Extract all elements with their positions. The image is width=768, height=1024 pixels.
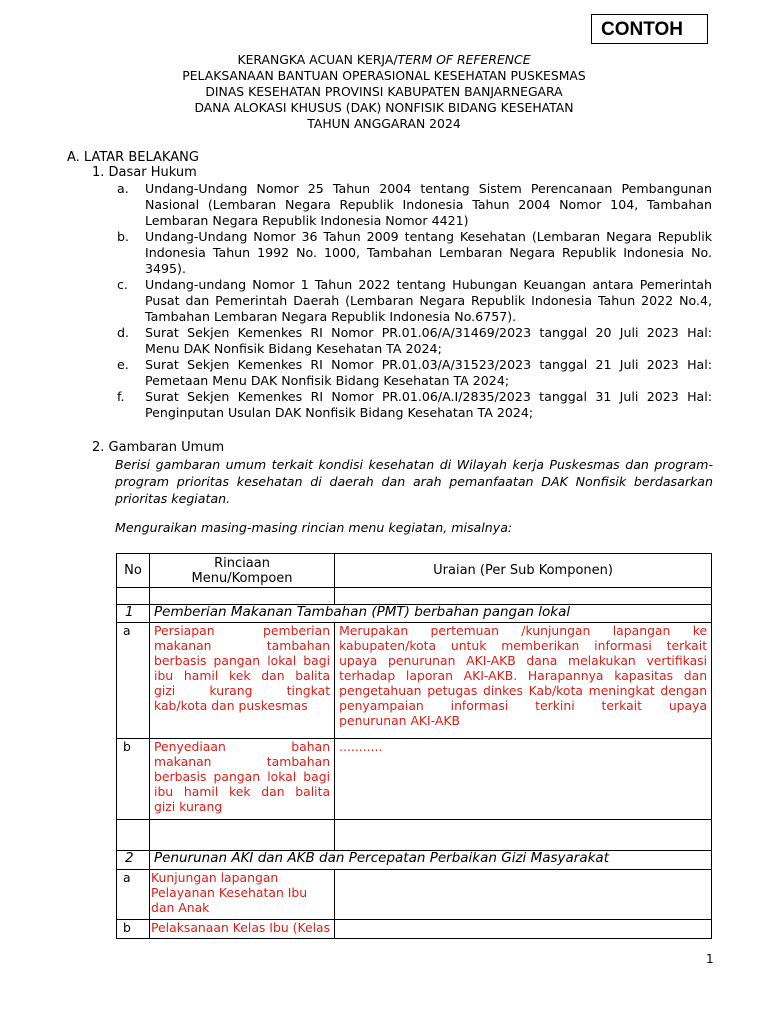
text-line: Kunjungan lapangan xyxy=(151,870,279,885)
page-number: 1 xyxy=(706,952,714,966)
legal-item-text xyxy=(145,325,712,357)
col-header-no: No xyxy=(117,554,150,588)
text-line: Pemetaan Menu DAK Nonfisik Bidang Kesehatan TA 2024; xyxy=(145,373,510,388)
table-spacer-row xyxy=(117,588,712,605)
col-header-uraian: Uraian (Per Sub Komponen) xyxy=(335,554,712,588)
text-line: Surat Sekjen Kemenkes RI Nomor PR.01.06/A.I/2835/2023 tanggal 31 Juli 2023 Hal: xyxy=(145,389,712,404)
table-row xyxy=(117,623,712,739)
group-1-number: 1 xyxy=(117,605,150,623)
activity-table xyxy=(116,553,712,939)
row-uraian-cell xyxy=(335,920,712,939)
table-row xyxy=(117,870,712,920)
table-intro xyxy=(115,519,713,536)
doc-title-line-3: DINAS KESEHATAN PROVINSI KABUPATEN BANJARNEGARA xyxy=(205,84,563,99)
text-line: program prioritas kesehatan di daerah dan arah pemanfaatan DAK Nonfisik berdasarkan xyxy=(115,474,713,489)
legal-item-label: a. xyxy=(117,181,129,196)
legal-item-label: f. xyxy=(117,389,125,404)
text-line: terhadap laporan AKI-AKB. Harapannya kapasitas dan xyxy=(339,668,708,683)
legal-item-text xyxy=(145,357,712,389)
table-intro-text: Menguraikan masing-masing rincian menu kegiatan, misalnya: xyxy=(115,520,513,535)
text-line: makanan tambahan xyxy=(154,754,331,769)
row-number: b xyxy=(117,739,150,820)
text-line: Surat Sekjen Kemenkes RI Nomor PR.01.06/A/31469/2023 tanggal 20 Juli 2023 Hal: xyxy=(145,325,712,340)
row-number: a xyxy=(117,623,150,739)
title-part-1: KERANGKA ACUAN KERJA/ xyxy=(237,52,398,67)
text-line: Undang-Undang Nomor 25 Tahun 2004 tentang Sistem Perencanaan Pembangunan xyxy=(145,181,712,196)
text-line: Pelayanan Kesehatan Ibu xyxy=(151,885,308,900)
text-line: kab/kota dan puskesmas xyxy=(154,698,308,713)
text-line: dan Anak xyxy=(151,900,210,915)
row-menu-cell xyxy=(150,623,335,739)
doc-title-line-5: TAHUN ANGGARAN 2024 xyxy=(307,116,461,131)
text-line: Berisi gambaran umum terkait kondisi kesehatan di Wilayah kerja Puskesmas dan program- xyxy=(115,457,713,472)
text-line: Menu DAK Nonfisik Bidang Kesehatan TA 2024; xyxy=(145,341,442,356)
legal-item-text xyxy=(145,389,712,421)
text-line: Pusat dan Pemerintah Daerah (Lembaran Negara Republik Indonesia Tahun 2022 No.4, xyxy=(145,293,712,308)
example-badge: CONTOH xyxy=(591,14,708,44)
text-line: penurunan AKI-AKB xyxy=(339,713,461,728)
text-line: ibu hamil kek dan balita xyxy=(154,784,331,799)
table-empty-row xyxy=(117,820,712,851)
text-line: berbasis pangan lokal bagi xyxy=(154,653,331,668)
row-uraian-cell: ........... xyxy=(335,739,712,820)
text-line: 3495). xyxy=(145,261,186,276)
legal-item-text xyxy=(145,229,712,277)
text-line: Undang-Undang Nomor 36 Tahun 2009 tentang Kesehatan (Lembaran Negara Republik xyxy=(145,229,712,244)
text-line: Undang-undang Nomor 1 Tahun 2022 tentang Hubungan Keuangan antara Pemerintah xyxy=(145,277,712,292)
text-line: Indonesia Tahun 1992 No. 1000, Tambahan Lembaran Negara Republik Indonesia No. xyxy=(145,245,712,260)
text-line: Penginputan Usulan DAK Nonfisik Bidang Kesehatan TA 2024; xyxy=(145,405,534,420)
text-line: pengetahuan petugas dinkes Kab/kota meningkat dengan xyxy=(339,683,708,698)
section-a-heading: A. LATAR BELAKANG xyxy=(67,150,199,165)
title-part-2: TERM OF REFERENCE xyxy=(397,52,531,67)
text-line: Tambahan Lembaran Negara Republik Indonesia No.6757). xyxy=(145,309,517,324)
row-uraian-cell xyxy=(335,870,712,920)
doc-title-line-4: DANA ALOKASI KHUSUS (DAK) NONFISIK BIDANG KESEHATAN xyxy=(194,100,574,115)
legal-item-text xyxy=(145,277,712,325)
subsection-2-heading: 2. Gambaran Umum xyxy=(92,440,225,455)
text-line: Merupakan pertemuan /kunjungan lapangan ke xyxy=(339,623,708,638)
table-group-row-2 xyxy=(117,851,712,870)
col-header-rincian-line-1: Rinciaan xyxy=(214,555,270,571)
text-line: kabupaten/kota untuk memberikan informasi terkait xyxy=(339,638,708,653)
row-number: b xyxy=(117,920,150,939)
general-description xyxy=(115,456,713,507)
text-line: upaya penurunan AKI-AKB dana melakukan vertifikasi xyxy=(339,653,708,668)
doc-title-line-1 xyxy=(0,52,768,68)
row-menu-cell: Pelaksanaan Kelas Ibu (Kelas xyxy=(150,920,335,939)
legal-item-label: d. xyxy=(117,325,129,340)
table-row xyxy=(117,920,712,939)
row-uraian-cell xyxy=(335,623,712,739)
text-line: berbasis pangan lokal bagi xyxy=(154,769,331,784)
legal-item-label: e. xyxy=(117,357,129,372)
text-line: Nasional (Lembaran Negara Republik Indonesia Tahun 2004 Nomor 104, Tambahan xyxy=(145,197,712,212)
group-1-title: Pemberian Makanan Tambahan (PMT) berbahan pangan lokal xyxy=(150,605,712,623)
text-line: prioritas kegiatan. xyxy=(115,491,231,506)
table-row xyxy=(117,739,712,820)
row-number: a xyxy=(117,870,150,920)
table-group-row-1 xyxy=(117,605,712,623)
legal-item-label: b. xyxy=(117,229,129,244)
legal-item-label: c. xyxy=(117,277,128,292)
group-2-title: Penurunan AKI dan AKB dan Percepatan Perbaikan Gizi Masyarakat xyxy=(150,851,712,870)
text-line: Surat Sekjen Kemenkes RI Nomor PR.01.03/A/31523/2023 tanggal 21 Juli 2023 Hal: xyxy=(145,357,712,372)
text-line: makanan tambahan xyxy=(154,638,331,653)
col-header-rincian xyxy=(150,554,335,588)
row-menu-cell xyxy=(150,870,335,920)
text-line: Lembaran Negara Republik Indonesia Nomor 4421) xyxy=(145,213,469,228)
subsection-1-heading: 1. Dasar Hukum xyxy=(92,165,197,180)
text-line: penyampaian informasi terkini terkait upaya xyxy=(339,698,708,713)
row-menu-cell xyxy=(150,739,335,820)
text-line: Penyediaan bahan xyxy=(154,739,331,754)
table-header-row xyxy=(117,554,712,588)
group-2-number: 2 xyxy=(117,851,150,870)
text-line: Persiapan pemberian xyxy=(154,623,331,638)
text-line: ibu hamil kek dan balita xyxy=(154,668,331,683)
text-line: gizi kurang tingkat xyxy=(154,683,331,698)
legal-item-text xyxy=(145,181,712,229)
doc-title-line-2: PELAKSANAAN BANTUAN OPERASIONAL KESEHATAN PUSKESMAS xyxy=(182,68,586,83)
text-line: gizi kurang xyxy=(154,799,223,814)
col-header-rincian-line-2: Menu/Kompoen xyxy=(191,570,293,586)
